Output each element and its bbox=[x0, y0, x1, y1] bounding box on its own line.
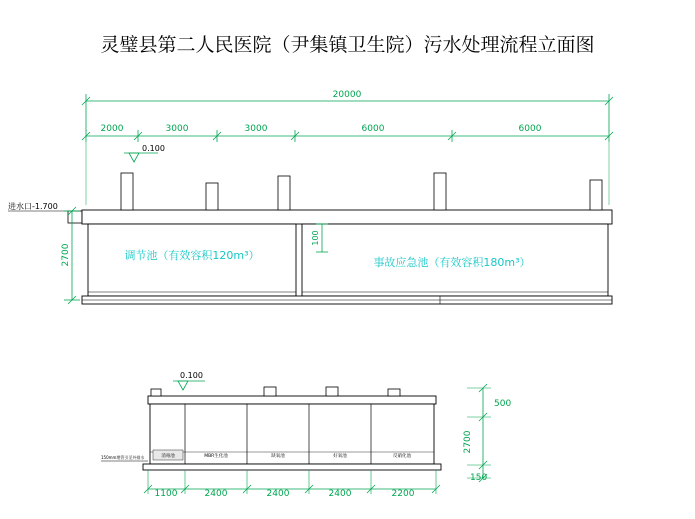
cell-label-1: MBR生化池 bbox=[204, 454, 228, 459]
dim-overall: 20000 bbox=[332, 90, 362, 100]
dim-depth: 2700 bbox=[61, 243, 71, 267]
level-mark-elevation-label: 0.100 bbox=[142, 144, 165, 153]
cell-label-0: 消毒池 bbox=[161, 454, 175, 459]
segment-dimension-group bbox=[82, 124, 613, 142]
tank-left-label: 调节池（有效容积120m³） bbox=[124, 249, 260, 262]
pipe-label-group bbox=[101, 454, 148, 461]
dim-segment-0: 2000 bbox=[100, 124, 124, 134]
dim-segment-4: 6000 bbox=[518, 124, 542, 134]
dim-right-1: 2700 bbox=[463, 430, 473, 454]
dim-segment-2: 3000 bbox=[244, 124, 268, 134]
dim-lower-3: 2400 bbox=[328, 489, 352, 499]
pipe-label: 150mm埋管引至外排水 bbox=[101, 455, 145, 460]
dim-wall: 100 bbox=[311, 230, 320, 246]
cell-label-3: 好氧池 bbox=[333, 454, 347, 459]
depth-dimension-group bbox=[61, 207, 80, 304]
dim-segment-1: 3000 bbox=[165, 124, 189, 134]
dim-lower-1: 2400 bbox=[204, 489, 228, 499]
dim-segment-3: 6000 bbox=[361, 124, 385, 134]
level-mark-plan bbox=[173, 371, 205, 390]
inlet-label: 进水口-1.700 bbox=[8, 202, 58, 211]
page-title: 灵璧县第二人民医院（尹集镇卫生院）污水处理流程立面图 bbox=[100, 34, 595, 56]
dim-lower-0: 1100 bbox=[154, 489, 178, 499]
dim-right-2: 150 bbox=[470, 473, 488, 483]
dim-lower-2: 2400 bbox=[266, 489, 290, 499]
level-mark-plan-label: 0.100 bbox=[180, 371, 203, 380]
dim-right-0: 500 bbox=[494, 399, 512, 409]
tank-right-label: 事故应急池（有效容积180m³） bbox=[373, 256, 531, 269]
cell-label-2: 缺氧池 bbox=[271, 454, 285, 459]
lower-right-dimension-group bbox=[463, 384, 511, 483]
lower-bottom-dimension-group bbox=[144, 470, 440, 499]
level-mark-elevation bbox=[124, 144, 165, 162]
cell-label-4: 反硝化池 bbox=[393, 454, 411, 459]
dim-lower-4: 2200 bbox=[391, 489, 415, 499]
